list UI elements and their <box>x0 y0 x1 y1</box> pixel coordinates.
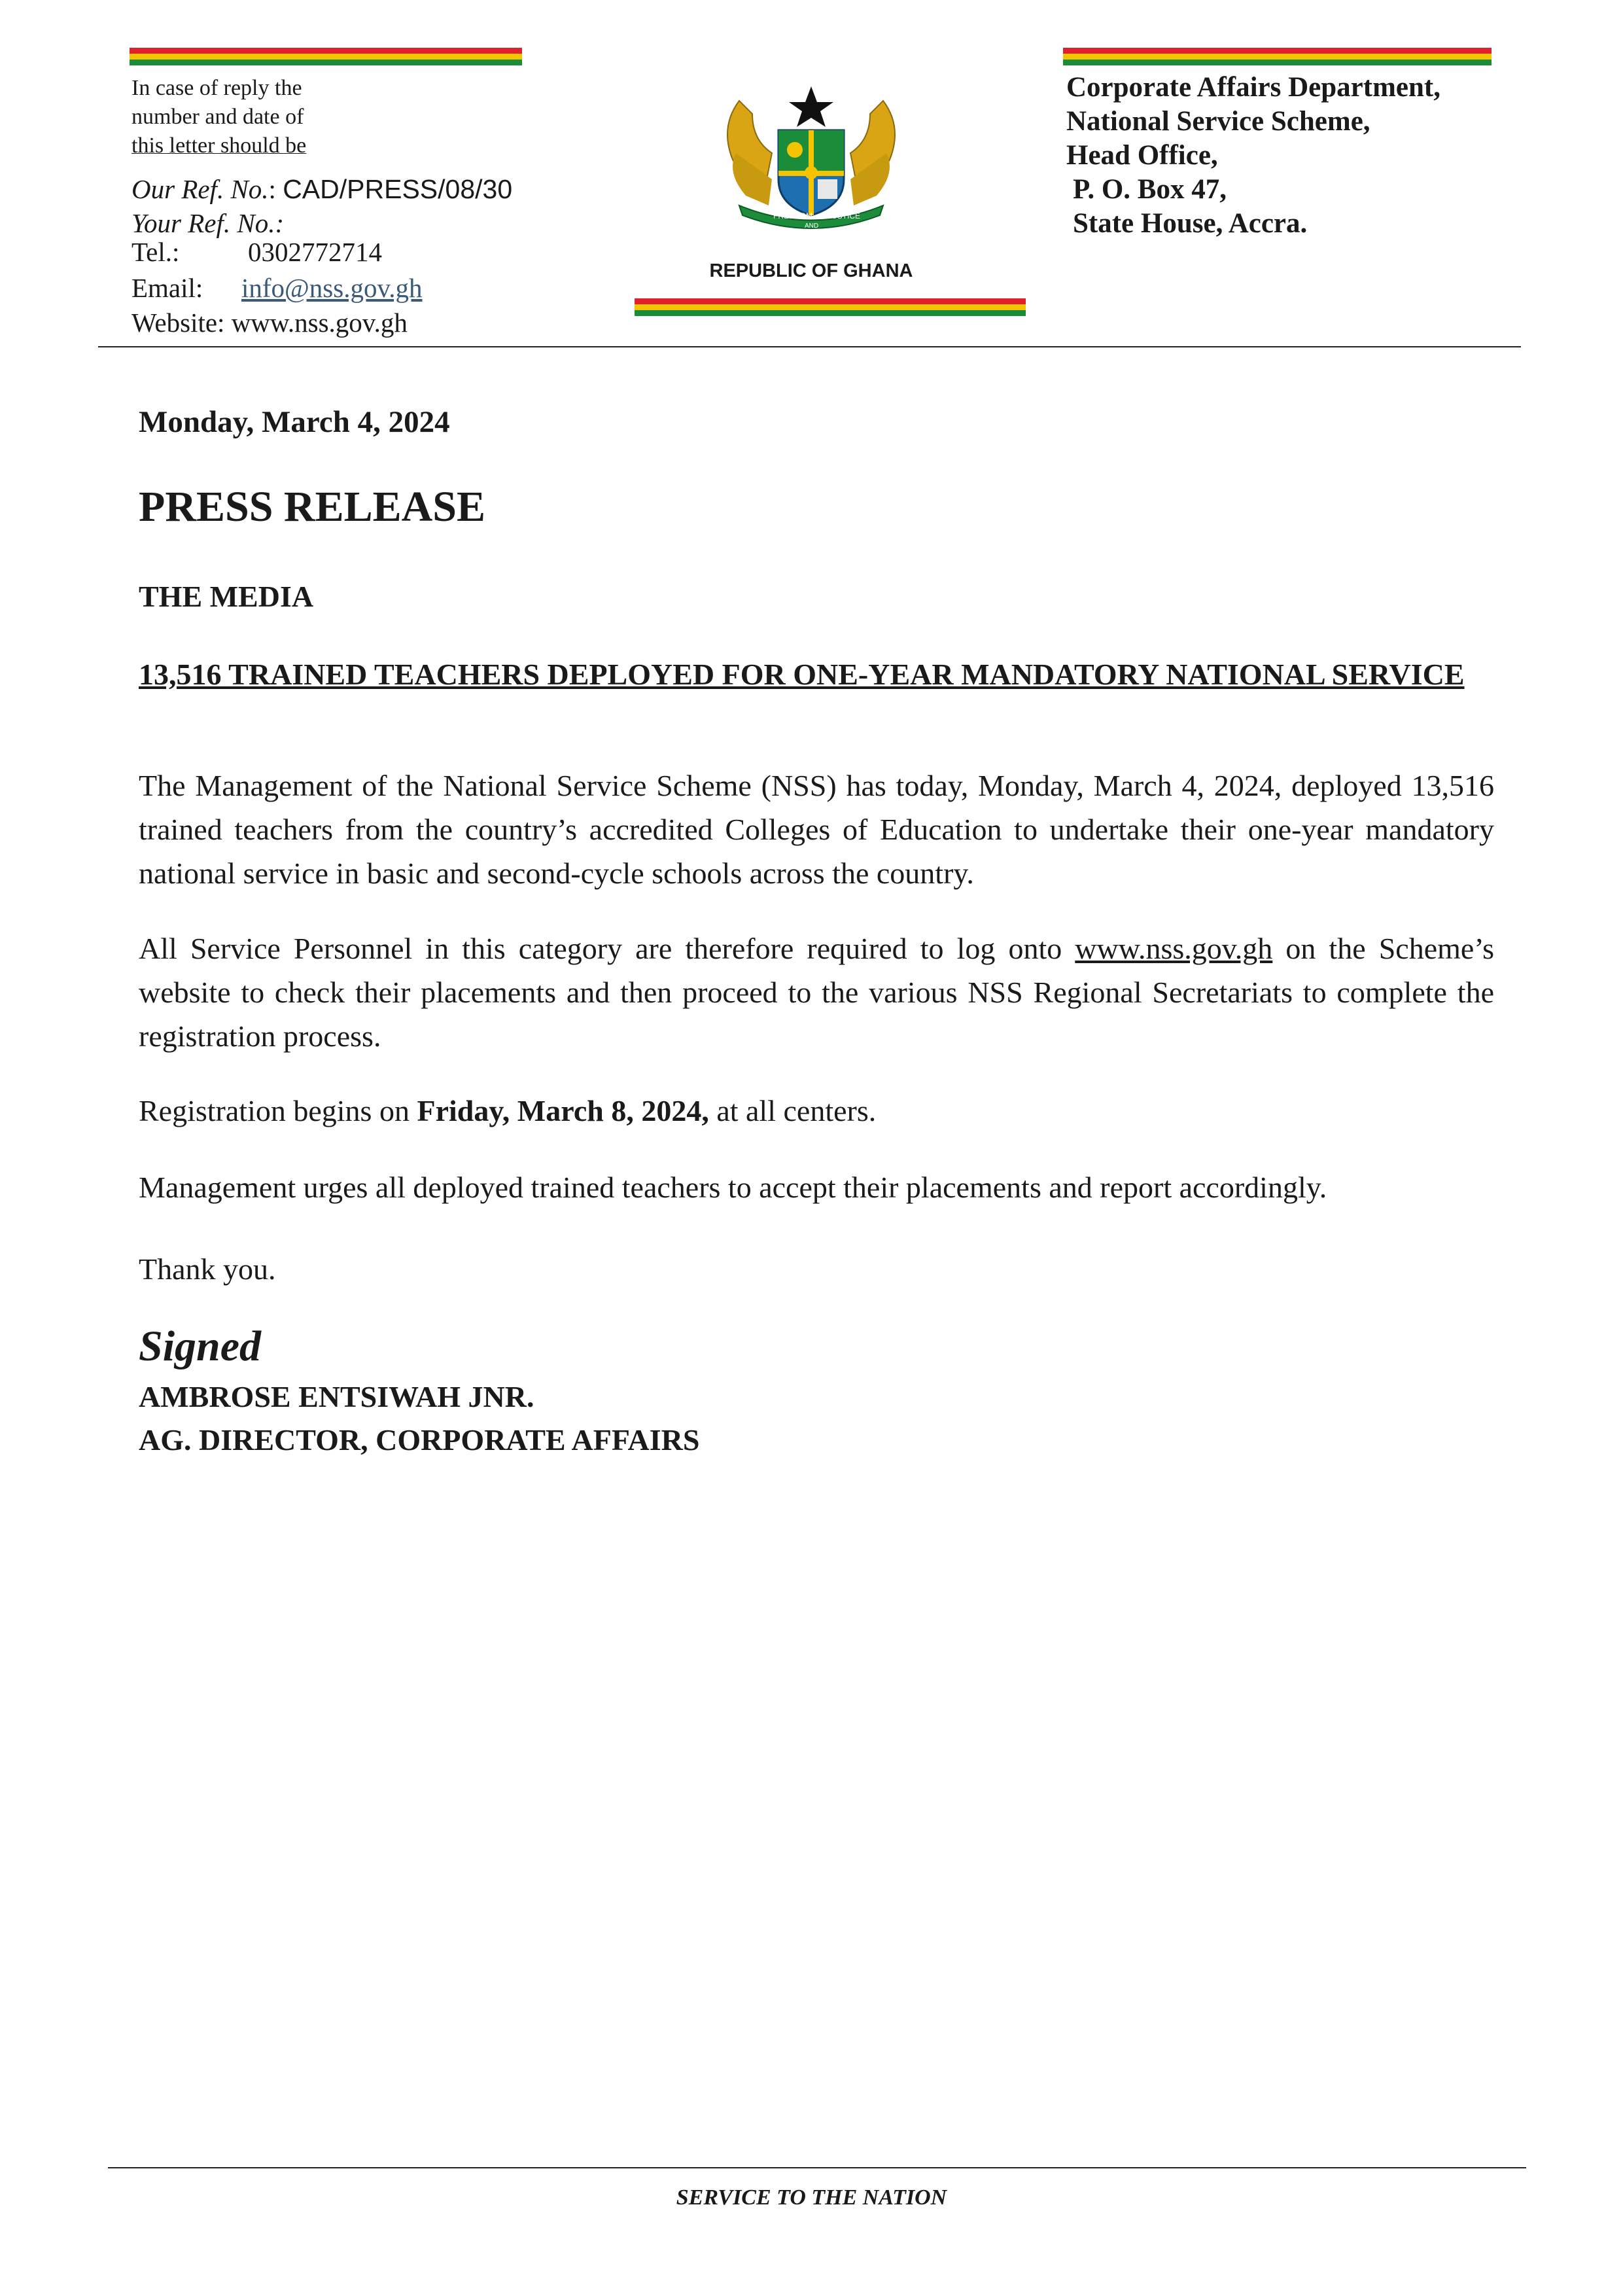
signatory-name: AMBROSE ENTSIWAH JNR. <box>139 1380 534 1413</box>
address-line-5: State House, Accra. <box>1073 208 1308 239</box>
motto-justice: JUSTICE <box>828 211 861 221</box>
reply-note-line-2: number and date of <box>131 105 304 129</box>
website-link[interactable]: www.nss.gov.gh <box>1075 932 1273 965</box>
our-ref: Our Ref. No.: CAD/PRESS/08/30 <box>131 174 513 204</box>
paragraph-3-start: Registration begins on <box>139 1094 417 1127</box>
paragraph-4: Management urges all deployed trained teachers to accept their placements and report accordingly. <box>139 1171 1327 1204</box>
flag-stripe-center <box>635 298 1026 316</box>
motto-and: AND <box>805 222 819 230</box>
website-label: Website: <box>131 308 225 338</box>
your-ref-label: Your Ref. No. <box>131 208 275 238</box>
closing: Thank you. <box>139 1252 276 1286</box>
tel-value: 0302772714 <box>248 237 382 267</box>
email-label: Email: <box>131 273 203 303</box>
reply-note-line-1: In case of reply the <box>131 76 302 100</box>
recipient: THE MEDIA <box>139 580 314 613</box>
signed-text: Signed <box>139 1322 262 1370</box>
paragraph-1: The Management of the National Service Scheme (NSS) has today, Monday, March 4, 2024, deployed 13,516 trained teachers from the country’s accredited Colleges of Education to undertake their one-year mandatory national service in basic and second-cycle schools across the country. <box>139 769 1494 890</box>
address-line-3: Head Office, <box>1066 140 1218 171</box>
email-link[interactable]: info@nss.gov.gh <box>241 273 423 303</box>
website-line <box>131 305 408 340</box>
headline: 13,516 TRAINED TEACHERS DEPLOYED FOR ONE-YEAR MANDATORY NATIONAL SERVICE <box>139 658 1465 691</box>
reply-note-line-3-text: this letter should be <box>131 133 307 158</box>
letter-date: Monday, March 4, 2024 <box>139 405 450 439</box>
reference-block <box>131 74 498 160</box>
paragraph-3 <box>139 1089 1494 1133</box>
website-value: www.nss.gov.gh <box>231 308 408 338</box>
address-line-1: Corporate Affairs Department, <box>1066 72 1440 103</box>
tel-line <box>131 234 382 270</box>
flag-stripe-left <box>130 48 522 65</box>
paragraph-2-end: on the Scheme’s website to check their placements and then proceed to the various NSS Regional Secretariats to complete the registration process. <box>139 932 1494 1053</box>
paragraph-2 <box>139 927 1494 1058</box>
reply-note-line-3 <box>131 132 498 160</box>
tel-label: Tel.: <box>131 237 180 267</box>
crest-caption: REPUBLIC OF GHANA <box>709 260 913 281</box>
registration-date: Friday, March 8, 2024, <box>417 1094 709 1127</box>
address-line-4: P. O. Box 47, <box>1073 174 1227 205</box>
footer-motto: SERVICE TO THE NATION <box>676 2185 947 2210</box>
signatory-title: AG. DIRECTOR, CORPORATE AFFAIRS <box>139 1423 700 1457</box>
address-line-2: National Service Scheme, <box>1066 106 1370 137</box>
our-ref-value: CAD/PRESS/08/30 <box>283 174 513 204</box>
signatory <box>139 1375 699 1462</box>
your-ref: Your Ref. No.: <box>131 208 285 238</box>
flag-stripe-right <box>1063 48 1492 65</box>
footer-divider <box>108 2167 1526 2168</box>
our-ref-label: Our Ref. No. <box>131 174 269 204</box>
email-line <box>131 270 423 306</box>
paragraph-3-end: at all centers. <box>708 1094 877 1127</box>
address-block <box>1066 71 1563 241</box>
header-divider <box>98 346 1521 347</box>
paragraph-2-start: All Service Personnel in this category are therefore required to log onto <box>139 932 1075 965</box>
coat-of-arms-icon <box>713 81 909 232</box>
page-title: PRESS RELEASE <box>139 483 486 531</box>
motto-freedom: FREEDOM <box>773 211 812 221</box>
